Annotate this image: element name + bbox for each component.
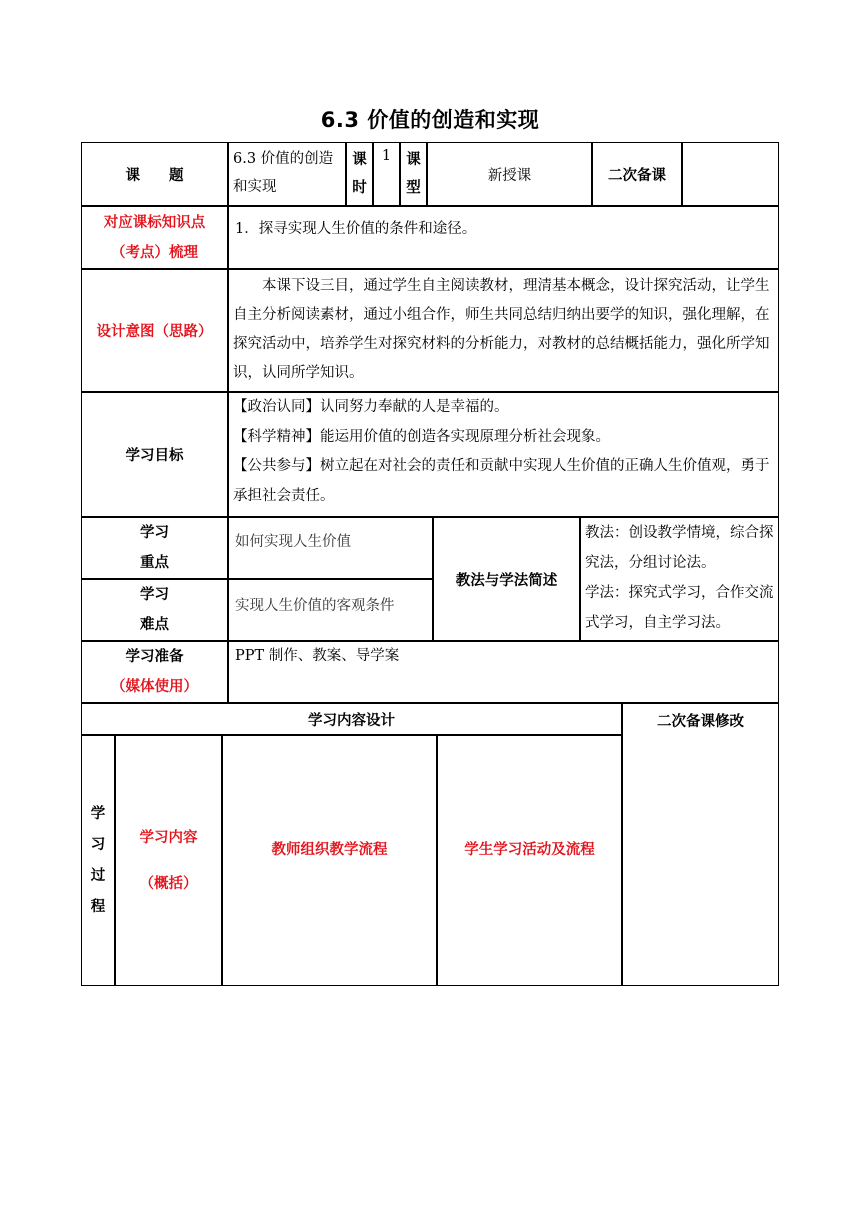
goals-content <box>228 392 779 517</box>
learning-method: 学法：探究式学习，合作交流式学习，自主学习法。 <box>585 585 774 631</box>
preparation-content: PPT 制作、教案、导学案 <box>228 641 779 703</box>
design-label: 设计意图（思路） <box>81 269 228 392</box>
methods-content <box>580 517 779 641</box>
goal-item: 【科学精神】能运用价值的创造各实现原理分析社会现象。 <box>233 428 610 445</box>
course-value: 6.3 价值的创造和实现 <box>228 142 346 206</box>
standards-content: 1．探寻实现人生价值的条件和途径。 <box>228 206 779 269</box>
difficulties-label: 学习 难点 <box>81 579 228 641</box>
process-label: 学 习 过 程 <box>81 735 115 986</box>
key-points-content: 如何实现人生价值 <box>228 517 433 579</box>
type-value: 新授课 <box>427 142 592 206</box>
content-summary-label: 学习内容 （概括） <box>115 735 222 986</box>
standards-label: 对应课标知识点 （考点）梳理 <box>81 206 228 269</box>
goals-label: 学习目标 <box>81 392 228 517</box>
lesson-plan-table <box>81 142 779 986</box>
teaching-method: 教法：创设教学情境，综合探究法，分组讨论法。 <box>585 525 774 571</box>
type-label: 课型 <box>400 142 427 206</box>
goal-item: 【政治认同】认同努力奉献的人是幸福的。 <box>233 399 509 415</box>
period-label: 课时 <box>346 142 373 206</box>
page-title: 6.3 价值的创造和实现 <box>320 108 540 132</box>
course-label: 课 题 <box>81 142 228 206</box>
content-design-header: 学习内容设计 <box>81 703 622 735</box>
period-value: 1 <box>373 142 400 206</box>
methods-label: 教法与学法简述 <box>433 517 580 641</box>
secondary-label: 二次备课 <box>592 142 682 206</box>
secondary-value <box>682 142 779 206</box>
goal-item: 【公共参与】树立起在对社会的责任和贡献中实现人生价值的正确人生价值观，勇于承担社会责任。 <box>233 458 770 504</box>
preparation-label: 学习准备 （媒体使用） <box>81 641 228 703</box>
key-points-label: 学习 重点 <box>81 517 228 579</box>
difficulties-content: 实现人生价值的客观条件 <box>228 579 433 641</box>
teacher-flow-label: 教师组织教学流程 <box>222 735 437 986</box>
design-content: 本课下设三目，通过学生自主阅读教材，理清基本概念，设计探究活动，让学生自主分析阅读素材，通过小组合作，师生共同总结归纳出要学的知识，强化理解，在探究活动中，培养学生对探究材料的分析能力，对教材的总结概括能力，强化所学知识，认同所学知识。 <box>228 269 779 392</box>
revision-header: 二次备课修改 <box>622 703 779 986</box>
student-flow-label: 学生学习活动及流程 <box>437 735 622 986</box>
